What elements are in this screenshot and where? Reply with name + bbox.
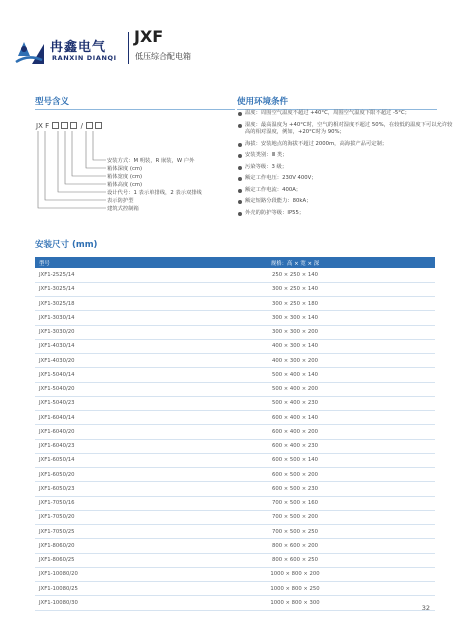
brand-name-en: RANXIN DIANQI: [52, 54, 117, 62]
env-item-install-category: 安装类别：Ⅲ 类；: [237, 152, 457, 160]
dimensions-table: [35, 257, 435, 611]
table-row: [35, 311, 435, 325]
spec-cell: 300 × 250 × 180: [155, 297, 435, 311]
table-row: [35, 468, 435, 482]
spec-cell: 600 × 500 × 200: [155, 468, 435, 482]
env-item-ip-rating: 外壳的防护等级：IP55；: [237, 210, 457, 218]
table-row: [35, 396, 435, 410]
spec-cell: 300 × 300 × 140: [155, 311, 435, 325]
model-cell: JXF1-8060/20: [35, 539, 155, 553]
spec-cell: 600 × 500 × 230: [155, 482, 435, 496]
spec-cell: 600 × 500 × 140: [155, 453, 435, 467]
header-model: 型号: [35, 257, 155, 268]
model-note-building: 建筑式控制箱: [107, 206, 139, 212]
table-row: [35, 354, 435, 368]
dimensions-title: 安装尺寸 (mm): [35, 240, 98, 250]
model-note-depth: 箱体深度 (cm): [107, 166, 143, 172]
spec-cell: 600 × 400 × 140: [155, 411, 435, 425]
model-cell: JXF1-6040/20: [35, 425, 155, 439]
model-cell: JXF1-7050/25: [35, 525, 155, 539]
model-meaning-title: 型号含义: [35, 97, 70, 107]
model-cell: JXF1-5040/20: [35, 382, 155, 396]
table-row: [35, 297, 435, 311]
spec-cell: 300 × 250 × 140: [155, 282, 435, 296]
model-cell: JXF1-3030/14: [35, 311, 155, 325]
spec-cell: 1000 × 800 × 200: [155, 567, 435, 581]
table-row: [35, 268, 435, 282]
table-row: [35, 525, 435, 539]
model-cell: JXF1-7050/16: [35, 496, 155, 510]
table-row: [35, 582, 435, 596]
table-row: [35, 339, 435, 353]
spec-cell: 800 × 600 × 250: [155, 553, 435, 567]
table-row: [35, 411, 435, 425]
env-item-humidity: 湿度：最高温度为 +40°C时，空气的相对湿度不超过 50%，在较低的温度下可以允许较高的相对湿度，例如，+20°C时为 90%；: [237, 122, 457, 137]
table-row: [35, 368, 435, 382]
model-cell: JXF1-3025/18: [35, 297, 155, 311]
model-cell: JXF1-2525/14: [35, 268, 155, 282]
spec-cell: 500 × 400 × 140: [155, 368, 435, 382]
spec-cell: 1000 × 800 × 250: [155, 582, 435, 596]
spec-cell: 700 × 500 × 200: [155, 510, 435, 524]
table-row: [35, 482, 435, 496]
brand-name-cn: 冉鑫电气: [50, 40, 107, 55]
product-title: JXF: [134, 27, 164, 46]
spec-cell: 1000 × 800 × 300: [155, 596, 435, 610]
environment-title: 使用环境条件: [237, 97, 289, 107]
model-cell: JXF1-4030/14: [35, 339, 155, 353]
model-note-width: 箱体宽度 (cm): [107, 174, 143, 180]
table-row: [35, 439, 435, 453]
model-cell: JXF1-10080/25: [35, 582, 155, 596]
spec-cell: 800 × 600 × 200: [155, 539, 435, 553]
model-cell: JXF1-5040/23: [35, 396, 155, 410]
model-cell: JXF1-6050/20: [35, 468, 155, 482]
model-cell: JXF1-10080/20: [35, 567, 155, 581]
table-row: [35, 453, 435, 467]
model-cell: JXF1-10080/30: [35, 596, 155, 610]
spec-cell: 600 × 400 × 230: [155, 439, 435, 453]
model-cell: JXF1-5040/14: [35, 368, 155, 382]
header-spec: 规格：高 × 宽 × 深: [155, 257, 435, 268]
model-code-separator: /: [80, 122, 83, 130]
table-row: [35, 325, 435, 339]
model-note-design-code: 设计代号：1 表示单排线，2 表示双排线: [107, 190, 202, 196]
model-cell: JXF1-4030/20: [35, 354, 155, 368]
env-item-rated-current: 额定工作电流：400A；: [237, 187, 457, 195]
model-cell: JXF1-7050/20: [35, 510, 155, 524]
model-cell: JXF1-3030/20: [35, 325, 155, 339]
spec-cell: 400 × 300 × 140: [155, 339, 435, 353]
model-code-prefix: JX F: [36, 122, 50, 130]
page-number: 32: [421, 604, 430, 612]
model-cell: JXF1-8060/25: [35, 553, 155, 567]
table-row: [35, 567, 435, 581]
table-header-row: [35, 257, 435, 268]
table-row: [35, 496, 435, 510]
environment-list: [237, 110, 457, 221]
table-row: [35, 425, 435, 439]
table-row: [35, 553, 435, 567]
model-cell: JXF1-3025/14: [35, 282, 155, 296]
spec-cell: 700 × 500 × 250: [155, 525, 435, 539]
model-cell: JXF1-6040/14: [35, 411, 155, 425]
model-note-height: 箱体高度 (cm): [107, 182, 143, 188]
dimensions-table-body: [35, 268, 435, 610]
spec-cell: 300 × 300 × 200: [155, 325, 435, 339]
model-cell: JXF1-6050/14: [35, 453, 155, 467]
product-subtitle: 低压综合配电箱: [135, 52, 191, 61]
env-item-breaking-capacity: 额定短路分段能力：80kA；: [237, 198, 457, 206]
model-note-install: 安装方式：M 明装，R 嵌装，W 户外: [107, 158, 195, 164]
model-cell: JXF1-6050/23: [35, 482, 155, 496]
env-item-pollution: 污染等级：3 级；: [237, 164, 457, 172]
model-cell: JXF1-6040/23: [35, 439, 155, 453]
model-notes: [107, 157, 237, 213]
spec-cell: 700 × 500 × 160: [155, 496, 435, 510]
spec-cell: 500 × 400 × 200: [155, 382, 435, 396]
env-item-altitude: 海拔：安装地点的海拔不超过 2000m，高海拔产品可定制；: [237, 141, 457, 149]
spec-cell: 600 × 400 × 200: [155, 425, 435, 439]
model-note-protection: 表示防护型: [107, 198, 134, 204]
table-row: [35, 539, 435, 553]
table-row: [35, 382, 435, 396]
env-item-temperature: 温度：周围空气温度不超过 +40°C，周围空气温度下限不超过 -5°C；: [237, 110, 457, 118]
spec-cell: 400 × 300 × 200: [155, 354, 435, 368]
env-item-rated-voltage: 额定工作电压：230V 400V；: [237, 175, 457, 183]
table-row: [35, 510, 435, 524]
spec-cell: 250 × 250 × 140: [155, 268, 435, 282]
table-row: [35, 596, 435, 610]
table-row: [35, 282, 435, 296]
spec-cell: 500 × 400 × 230: [155, 396, 435, 410]
